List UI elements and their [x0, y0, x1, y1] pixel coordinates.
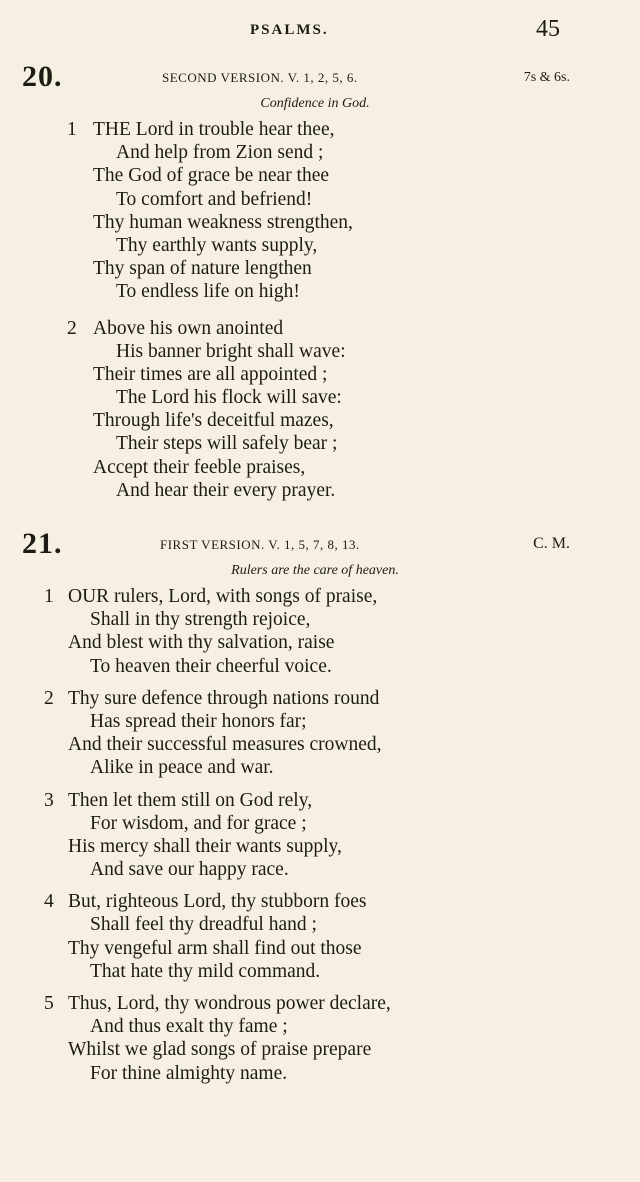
verse-line: The Lord his flock will save:	[116, 387, 342, 409]
psalm-meter: 7s & 6s.	[523, 70, 570, 85]
verse-line: Accept their feeble praises,	[93, 456, 306, 478]
psalm-heading	[0, 527, 640, 561]
verse-line: Thus, Lord, thy wondrous power declare,	[68, 993, 391, 1014]
verse-line: OUR rulers, Lord, with songs of praise,	[68, 586, 378, 607]
psalm-number: 21.	[22, 527, 63, 560]
verse-line: Whilst we glad songs of praise prepare	[68, 1039, 372, 1061]
stanza-number: 1	[44, 586, 54, 607]
stanza-number: 2	[67, 317, 77, 339]
verse-line: And thus exalt thy fame ;	[90, 1016, 288, 1038]
verse-line: To comfort and befriend!	[116, 188, 313, 210]
verse-line: To heaven their cheerful voice.	[90, 655, 332, 677]
stanza	[0, 789, 640, 882]
psalm-subtitle: Rulers are the care of heaven.	[231, 563, 399, 578]
verse-line: Their steps will safely bear ;	[116, 433, 338, 455]
verse-line: And save our happy race.	[90, 859, 289, 881]
verse-line: Thy sure defence through nations round	[68, 687, 380, 709]
stanza	[0, 585, 640, 678]
stanza-number: 1	[67, 119, 77, 140]
psalm-20	[0, 60, 640, 502]
verse-line: Through life's deceitful mazes,	[93, 410, 334, 432]
psalm-meter: C. M.	[533, 535, 570, 552]
verse-line: Thy vengeful arm shall find out those	[68, 937, 362, 959]
verse-line: And their successful measures crowned,	[68, 734, 382, 756]
psalm-version: FIRST VERSION. V. 1, 5, 7, 8, 13.	[160, 537, 360, 552]
verse-line: Thy earthly wants supply,	[116, 234, 318, 256]
verse-line: Their times are all appointed ;	[93, 363, 328, 385]
verse-line: Shall feel thy dreadful hand ;	[90, 914, 317, 936]
verse-line: Above his own anointed	[93, 317, 284, 339]
verse-line: Thy span of nature lengthen	[93, 258, 312, 280]
stanza-number: 3	[44, 789, 54, 811]
verse-line: For wisdom, and for grace ;	[90, 812, 307, 834]
verse-line: Shall in thy strength rejoice,	[90, 609, 311, 631]
running-head	[0, 18, 640, 44]
stanza	[0, 992, 640, 1085]
verse-line: To endless life on high!	[116, 281, 300, 303]
verse-line: Thy human weakness strengthen,	[93, 211, 353, 233]
page-number: 45	[536, 16, 560, 42]
verse-line: THE Lord in trouble hear thee,	[93, 119, 335, 140]
verse-line: And blest with thy salvation, raise	[68, 632, 335, 654]
stanza	[0, 118, 640, 304]
psalm-21	[0, 527, 640, 1085]
psalm-subtitle: Confidence in God.	[260, 96, 370, 111]
verse-line: But, righteous Lord, thy stubborn foes	[68, 891, 367, 913]
verse-line: For thine almighty name.	[90, 1062, 288, 1084]
stanza-number: 4	[44, 891, 54, 913]
verse-line: That hate thy mild command.	[90, 960, 321, 982]
verse-line: The God of grace be near thee	[93, 165, 330, 187]
stanza	[0, 890, 640, 983]
verse-line: His banner bright shall wave:	[116, 340, 346, 362]
psalm-number: 20.	[22, 60, 63, 93]
verse-line: Then let them still on God rely,	[68, 789, 313, 811]
verse-line: Alike in peace and war.	[90, 757, 274, 779]
stanza	[0, 687, 640, 780]
psalm-version: SECOND VERSION. V. 1, 2, 5, 6.	[162, 70, 358, 85]
stanza-number: 5	[44, 993, 54, 1014]
verse-line: And hear their every prayer.	[116, 479, 336, 501]
stanza	[0, 317, 640, 503]
stanza-number: 2	[44, 687, 54, 709]
psalm-heading	[0, 60, 640, 94]
running-title: PSALMS.	[250, 22, 329, 38]
verse-line: And help from Zion send ;	[116, 142, 324, 164]
verse-line: Has spread their honors far;	[90, 710, 307, 732]
verse-line: His mercy shall their wants supply,	[68, 835, 342, 857]
